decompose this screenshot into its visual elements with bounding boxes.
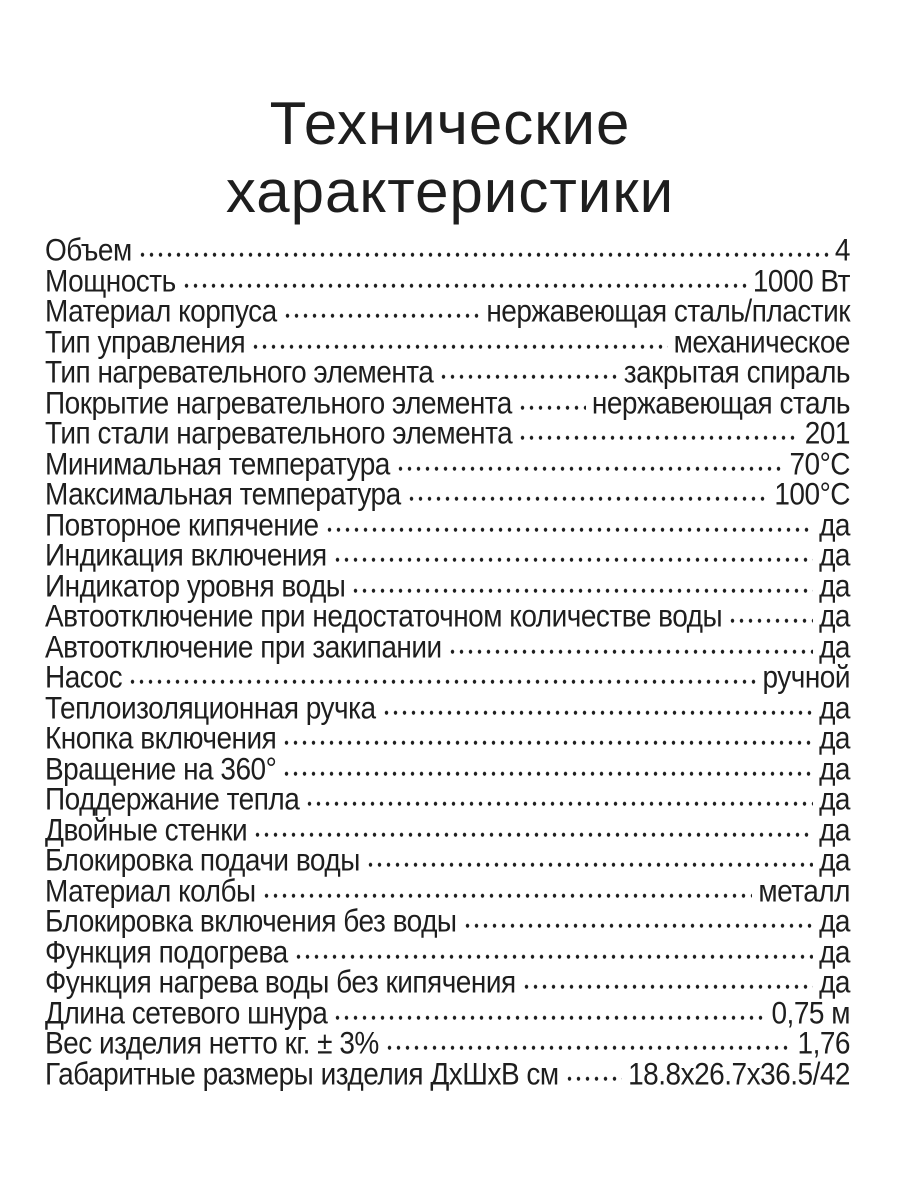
dot-leader bbox=[262, 890, 753, 899]
spec-row bbox=[45, 354, 850, 388]
dot-leader bbox=[182, 280, 747, 289]
spec-row bbox=[45, 385, 850, 419]
spec-value: нержавеющая сталь/пластик bbox=[486, 292, 850, 328]
spec-value: да bbox=[819, 750, 850, 785]
spec-label: Кнопка включения bbox=[45, 719, 277, 755]
dot-leader bbox=[518, 402, 586, 411]
spec-row bbox=[45, 842, 850, 876]
spec-label: Габаритные размеры изделия ДхШхВ см bbox=[45, 1055, 559, 1090]
spec-value: да bbox=[819, 719, 850, 755]
spec-row bbox=[45, 598, 850, 632]
spec-label: Тип нагревательного элемента bbox=[45, 353, 434, 389]
dot-leader bbox=[407, 494, 769, 503]
spec-label: Мощность bbox=[45, 262, 176, 297]
spec-label: Блокировка включения без воды bbox=[45, 902, 457, 938]
spec-label: Насос bbox=[45, 658, 123, 694]
dot-leader bbox=[128, 677, 756, 686]
spec-row bbox=[45, 751, 850, 785]
spec-value: да bbox=[819, 963, 850, 999]
spec-value: да bbox=[819, 841, 850, 877]
spec-value: да bbox=[819, 567, 850, 602]
dot-leader bbox=[463, 921, 814, 930]
spec-value: 201 bbox=[804, 414, 850, 450]
spec-value: да bbox=[819, 689, 850, 724]
spec-value: 18.8x26.7x36.5/42 bbox=[628, 1055, 850, 1090]
spec-row bbox=[45, 1056, 850, 1090]
spec-value: да bbox=[819, 811, 850, 846]
spec-label: Материал колбы bbox=[45, 872, 256, 907]
spec-label: Материал корпуса bbox=[45, 292, 277, 328]
spec-row bbox=[45, 293, 850, 327]
page-title-line-2: характеристики bbox=[225, 158, 675, 226]
spec-value: 4 bbox=[834, 231, 850, 267]
page-title bbox=[0, 90, 900, 226]
dot-leader bbox=[283, 311, 481, 320]
dot-leader bbox=[728, 616, 813, 625]
spec-label: Функция подогрева bbox=[45, 933, 288, 968]
spec-row bbox=[45, 568, 850, 602]
dot-leader bbox=[382, 707, 813, 716]
spec-value: да bbox=[819, 780, 850, 816]
spec-value: да bbox=[819, 597, 850, 633]
dot-leader bbox=[282, 768, 813, 777]
dot-leader bbox=[448, 646, 813, 655]
spec-label: Тип стали нагревательного элемента bbox=[45, 414, 513, 450]
dot-leader bbox=[351, 585, 813, 594]
spec-value: металл bbox=[758, 872, 850, 907]
spec-label: Вес изделия нетто кг. ± 3% bbox=[45, 1024, 379, 1060]
dot-leader bbox=[333, 555, 813, 564]
dot-leader bbox=[253, 829, 813, 838]
spec-label: Тип управления bbox=[45, 323, 246, 358]
dot-leader bbox=[366, 860, 813, 869]
spec-row bbox=[45, 232, 850, 266]
spec-label: Длина сетевого шнура bbox=[45, 994, 328, 1029]
dot-leader bbox=[305, 799, 813, 808]
spec-value: 1,76 bbox=[797, 1024, 850, 1060]
spec-value: закрытая спираль bbox=[623, 353, 850, 389]
dot-leader bbox=[385, 1043, 792, 1052]
spec-row bbox=[45, 812, 850, 846]
spec-label: Объем bbox=[45, 231, 132, 267]
spec-row bbox=[45, 873, 850, 907]
spec-row bbox=[45, 690, 850, 724]
spec-label: Двойные стенки bbox=[45, 811, 248, 846]
specifications-list bbox=[45, 231, 850, 1090]
spec-label: Покрытие нагревательного элемента bbox=[45, 384, 512, 419]
spec-row bbox=[45, 781, 850, 815]
spec-row bbox=[45, 720, 850, 754]
spec-value: 0,75 м bbox=[771, 994, 850, 1029]
spec-label: Индикация включения bbox=[45, 536, 327, 572]
spec-row bbox=[45, 903, 850, 937]
dot-leader bbox=[282, 738, 813, 747]
spec-row bbox=[45, 995, 850, 1029]
spec-value: да bbox=[819, 933, 850, 968]
page-title-line-1: Технические bbox=[269, 90, 631, 158]
spec-value: 70°C bbox=[789, 445, 850, 480]
spec-value: 100°C bbox=[774, 475, 850, 511]
dot-leader bbox=[518, 433, 799, 442]
spec-label: Автоотключение при недостаточном количестве воды bbox=[45, 597, 723, 633]
dot-leader bbox=[333, 1012, 765, 1021]
spec-row bbox=[45, 537, 850, 571]
spec-label: Автоотключение при закипании bbox=[45, 628, 442, 663]
spec-value: да bbox=[819, 628, 850, 663]
dot-leader bbox=[294, 951, 813, 960]
spec-value: ручной bbox=[762, 658, 850, 694]
dot-leader bbox=[522, 982, 813, 991]
spec-label: Теплоизоляционная ручка bbox=[45, 689, 376, 724]
spec-row bbox=[45, 263, 850, 297]
spec-row bbox=[45, 1025, 850, 1059]
dot-leader bbox=[138, 250, 829, 259]
spec-row bbox=[45, 964, 850, 998]
spec-label: Максимальная температура bbox=[45, 475, 401, 511]
spec-row bbox=[45, 629, 850, 663]
spec-value: механическое bbox=[673, 323, 850, 358]
spec-value: да bbox=[819, 902, 850, 938]
spec-row bbox=[45, 507, 850, 541]
spec-value: 1000 Вт bbox=[752, 262, 850, 297]
spec-row bbox=[45, 415, 850, 449]
spec-row bbox=[45, 659, 850, 693]
spec-row bbox=[45, 446, 850, 480]
spec-value: нержавеющая сталь bbox=[591, 384, 850, 419]
spec-value: да bbox=[819, 506, 850, 541]
spec-label: Функция нагрева воды без кипячения bbox=[45, 963, 516, 999]
spec-label: Индикатор уровня воды bbox=[45, 567, 346, 602]
dot-leader bbox=[325, 524, 814, 533]
dot-leader bbox=[565, 1073, 622, 1082]
spec-label: Блокировка подачи воды bbox=[45, 841, 360, 877]
spec-label: Повторное кипячение bbox=[45, 506, 319, 541]
spec-row bbox=[45, 324, 850, 358]
spec-label: Вращение на 360° bbox=[45, 750, 277, 785]
dot-leader bbox=[439, 372, 617, 381]
dot-leader bbox=[396, 463, 784, 472]
spec-row bbox=[45, 476, 850, 510]
spec-label: Минимальная температура bbox=[45, 445, 390, 480]
spec-row bbox=[45, 934, 850, 968]
spec-label: Поддержание тепла bbox=[45, 780, 300, 816]
spec-value: да bbox=[819, 536, 850, 572]
dot-leader bbox=[251, 341, 667, 350]
